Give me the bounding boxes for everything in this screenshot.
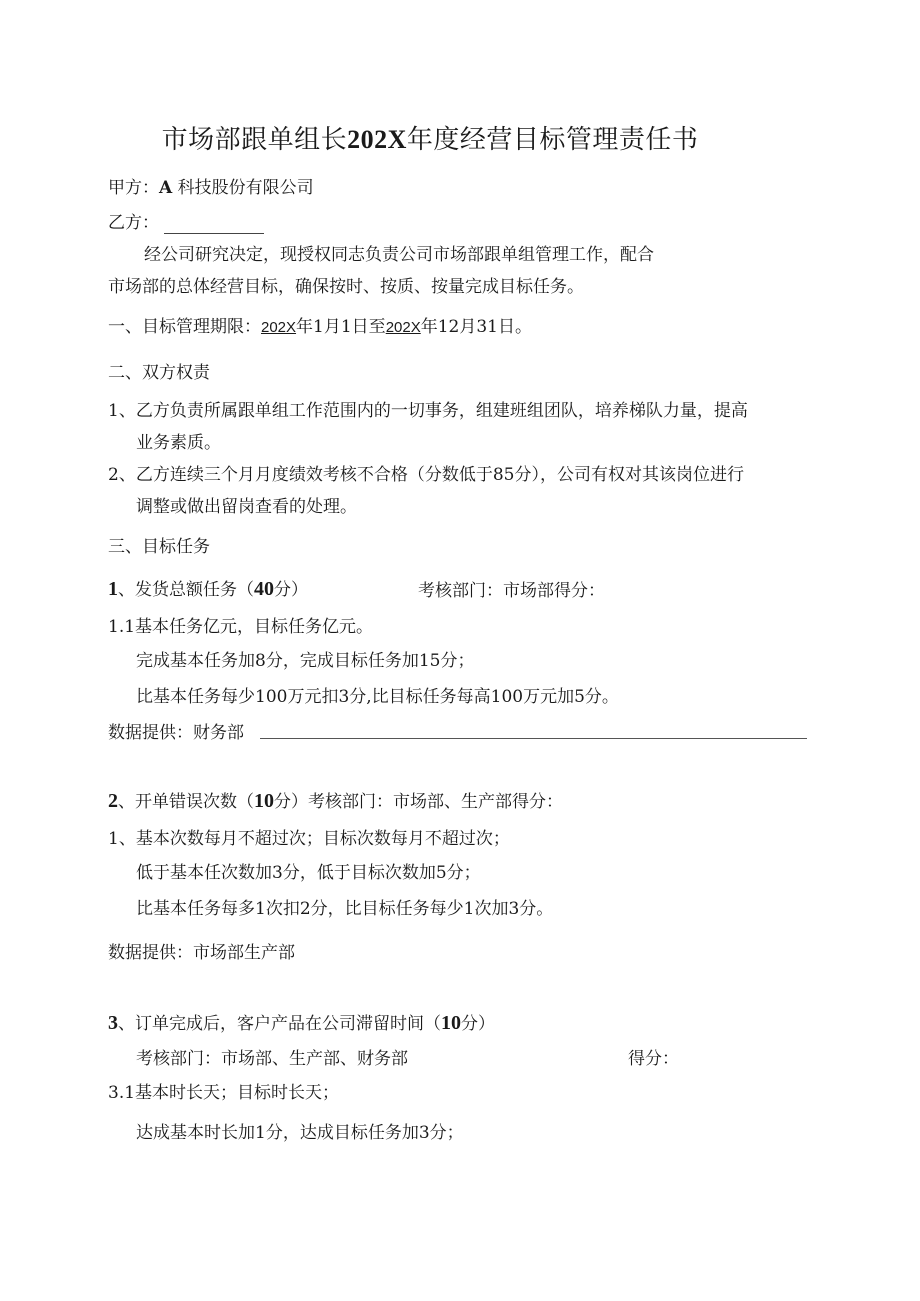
task-1-dept: 考核部门：市场部得分： xyxy=(418,581,605,601)
period-line xyxy=(108,316,532,339)
document-title xyxy=(0,124,860,156)
task-3-score: 得分： xyxy=(628,1049,679,1069)
period-prefix: 一、目标管理期限： xyxy=(108,317,261,337)
task-3-title: 、订单完成后，客户产品在公司滞留时间（ xyxy=(118,1014,441,1034)
task-3-points: 10 xyxy=(441,1012,461,1034)
section-3-heading: 三、目标任务 xyxy=(108,537,210,557)
section-2-heading: 二、双方权责 xyxy=(108,363,210,383)
title-year: 202X xyxy=(347,125,407,154)
task-2-data-source: 数据提供：市场部生产部 xyxy=(108,943,295,963)
party-a-mark: A xyxy=(159,178,173,198)
task-1-heading xyxy=(108,578,308,601)
task-1-data-source: 数据提供：财务部 xyxy=(108,723,244,743)
party-a-line xyxy=(108,177,314,199)
task-2-points: 10 xyxy=(254,790,274,812)
title-suffix: 年度经营目标管理责任书 xyxy=(406,125,699,155)
party-b-line xyxy=(108,212,264,234)
task-1-number: 1 xyxy=(108,578,118,600)
task-2-heading xyxy=(108,790,563,813)
party-b-blank xyxy=(164,217,264,234)
party-a-label: 甲方： xyxy=(108,178,159,198)
intro-line-2: 市场部的总体经营目标，确保按时、按质、按量完成目标任务。 xyxy=(108,277,584,297)
task-3-number: 3 xyxy=(108,1012,118,1034)
rights-item-2-line-2: 调整或做出留岗查看的处理。 xyxy=(136,497,357,517)
task-1-line-3: 比基本任务每少100万元扣3分,比目标任务每高100万元加5分。 xyxy=(136,687,619,707)
party-a-name: 科技股份有限公司 xyxy=(177,178,314,198)
task-3-sub-1: 3.1基本时长天；目标时长天； xyxy=(108,1083,340,1103)
intro-line-1: 经公司研究决定，现授权同志负责公司市场部跟单组管理工作，配合 xyxy=(144,245,654,265)
task-2-title: 、开单错误次数（ xyxy=(118,792,254,812)
task-2-number: 2 xyxy=(108,790,118,812)
task-3-line-2: 达成基本时长加1分，达成目标任务加3分； xyxy=(136,1123,464,1143)
task-1-data-source-underline xyxy=(260,738,807,739)
task-1-line-2: 完成基本任务加8分，完成目标任务加15分； xyxy=(136,651,475,671)
task-3-dept: 考核部门：市场部、生产部、财务部 xyxy=(136,1049,408,1069)
rights-item-2-line-1: 2、乙方连续三个月月度绩效考核不合格（分数低于85分），公司有权对其该岗位进行 xyxy=(108,465,744,485)
period-year-start: 202X xyxy=(261,319,297,336)
period-suffix: 年12月31日。 xyxy=(420,317,532,337)
task-1-title: 、发货总额任务（ xyxy=(118,580,254,600)
task-2-sub-1: 1、基本次数每月不超过次；目标次数每月不超过次； xyxy=(108,829,510,849)
period-year-end: 202X xyxy=(385,319,421,336)
task-1-points: 40 xyxy=(254,578,274,600)
party-b-label: 乙方： xyxy=(108,213,159,233)
task-1-sub-1: 1.1基本任务亿元，目标任务亿元。 xyxy=(108,617,374,637)
rights-item-1-line-1: 1、乙方负责所属跟单组工作范围内的一切事务，组建班组团队，培养梯队力量，提高 xyxy=(108,401,748,421)
task-2-line-3: 比基本任务每多1次扣2分，比目标任务每少1次加3分。 xyxy=(136,899,554,919)
task-1-points-suffix: 分） xyxy=(274,580,308,600)
period-mid: 年1月1日至 xyxy=(296,317,386,337)
task-2-line-2: 低于基本任次数加3分，低于目标次数加5分； xyxy=(136,863,481,883)
title-prefix: 市场部跟单组长 xyxy=(161,125,348,155)
task-3-heading xyxy=(108,1012,495,1035)
rights-item-1-line-2: 业务素质。 xyxy=(136,433,221,453)
task-3-points-suffix: 分） xyxy=(461,1014,495,1034)
task-2-points-suffix: 分）考核部门：市场部、生产部得分： xyxy=(274,792,563,812)
